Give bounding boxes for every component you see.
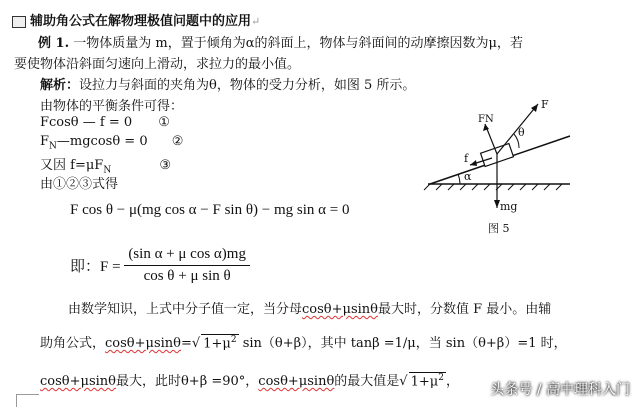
result-label: 即：F = — [70, 259, 121, 275]
label-FN: FN — [478, 114, 494, 125]
crop-mark-bottom-left — [16, 394, 39, 407]
para-2f: sin（θ+β），其中 tanβ =1/μ，当 sin（θ+β）=1 时， — [238, 336, 567, 351]
equation-3-sub: N — [103, 165, 112, 176]
big-equation-text: F cos θ − μ(mg cos α − F sin θ) − mg sin α = 0 — [70, 202, 350, 218]
ground-hatch — [424, 184, 562, 190]
sqrt-content — [201, 334, 238, 351]
equation-2-number: ② — [171, 134, 184, 149]
friction-arrowhead — [470, 160, 477, 166]
equation-3-text: 又因 f=μF — [40, 158, 104, 173]
analysis-text: 设拉力与斜面的夹角为θ，物体的受力分析，如图 5 所示。 — [79, 78, 416, 93]
sqrt-content-2 — [409, 372, 446, 389]
section-bullet-icon — [12, 16, 26, 28]
example-line-2 — [14, 53, 300, 72]
para-2c: = — [181, 336, 192, 351]
example-label: 例 1. — [38, 36, 70, 51]
equation-2-rest: —mgcosθ = 0 — [56, 134, 148, 149]
combine-line — [40, 173, 118, 192]
para-1c: 最大时，分数值 F 最小。由辅 — [378, 302, 552, 317]
para-3c: cosθ+μsinθ — [258, 374, 335, 389]
para-3f: 2 — [438, 372, 444, 383]
para-2e: 2 — [230, 334, 237, 345]
label-F: F — [541, 98, 549, 111]
para-1a: 由数学知识，上式中分子值一定，当分母 — [68, 302, 303, 317]
section-title: 辅助角公式在解物理极值问题中的应用 — [30, 14, 252, 29]
balance-line — [40, 95, 183, 114]
example-line-1 — [38, 32, 523, 51]
para-1b: cosθ+μsinθ — [302, 302, 378, 317]
alpha-label: α — [464, 170, 472, 183]
force-diagram — [420, 96, 590, 236]
watermark: 头条号 / 高中理科入门 — [490, 382, 630, 398]
analysis-label: 解析： — [40, 78, 80, 93]
para-2d: 1+μ — [203, 336, 231, 351]
para-3g: ， — [445, 374, 459, 389]
equation-2 — [40, 134, 183, 152]
sqrt-symbol-2: √ — [399, 374, 408, 389]
para-3b: 最大，此时θ+β =90°， — [115, 374, 259, 389]
result-denominator: cos θ + μ sin θ — [143, 268, 231, 284]
figure-caption: 图 5 — [488, 222, 510, 235]
equation-2-text: F — [40, 134, 50, 149]
para-2a: 助角公式， — [40, 336, 106, 351]
result-fraction — [124, 246, 250, 285]
label-theta: θ — [518, 126, 525, 139]
label-mg: mg — [500, 200, 518, 213]
para-3a: cosθ+μsinθ — [40, 374, 116, 389]
equation-1 — [40, 115, 170, 130]
equation-1-text: Fcosθ — f = 0 — [40, 115, 133, 130]
sqrt-symbol: √ — [191, 336, 201, 351]
equation-3-number: ③ — [159, 158, 171, 173]
section-heading — [12, 10, 260, 29]
para-line-2 — [40, 332, 567, 351]
para-line-3 — [40, 370, 459, 389]
balance-text: 由物体的平衡条件可得： — [40, 99, 184, 114]
alpha-arc — [458, 174, 460, 184]
equation-1-number: ① — [158, 115, 170, 130]
analysis-line — [40, 74, 415, 93]
result-equation — [70, 246, 250, 285]
example-text-1: 一物体质量为 m，置于倾角为α的斜面上，物体与斜面间的动摩擦因数为μ，若 — [73, 36, 523, 51]
example-text-2: 要使物体沿斜面匀速向上滑动，求拉力的最小值。 — [14, 57, 301, 72]
combine-text: 由①②③式得 — [40, 177, 119, 192]
para-2b: cosθ+μsinθ — [105, 336, 181, 351]
para-3e: 1+μ — [410, 374, 439, 389]
para-3d: 的最大值是 — [334, 374, 400, 389]
big-equation — [70, 202, 349, 219]
result-numerator: (sin α + μ cos α)mg — [124, 246, 250, 266]
paragraph-mark: ↵ — [251, 15, 261, 28]
label-f: f — [464, 152, 469, 165]
para-line-1 — [68, 298, 551, 317]
equation-2-sub: N — [49, 141, 57, 152]
